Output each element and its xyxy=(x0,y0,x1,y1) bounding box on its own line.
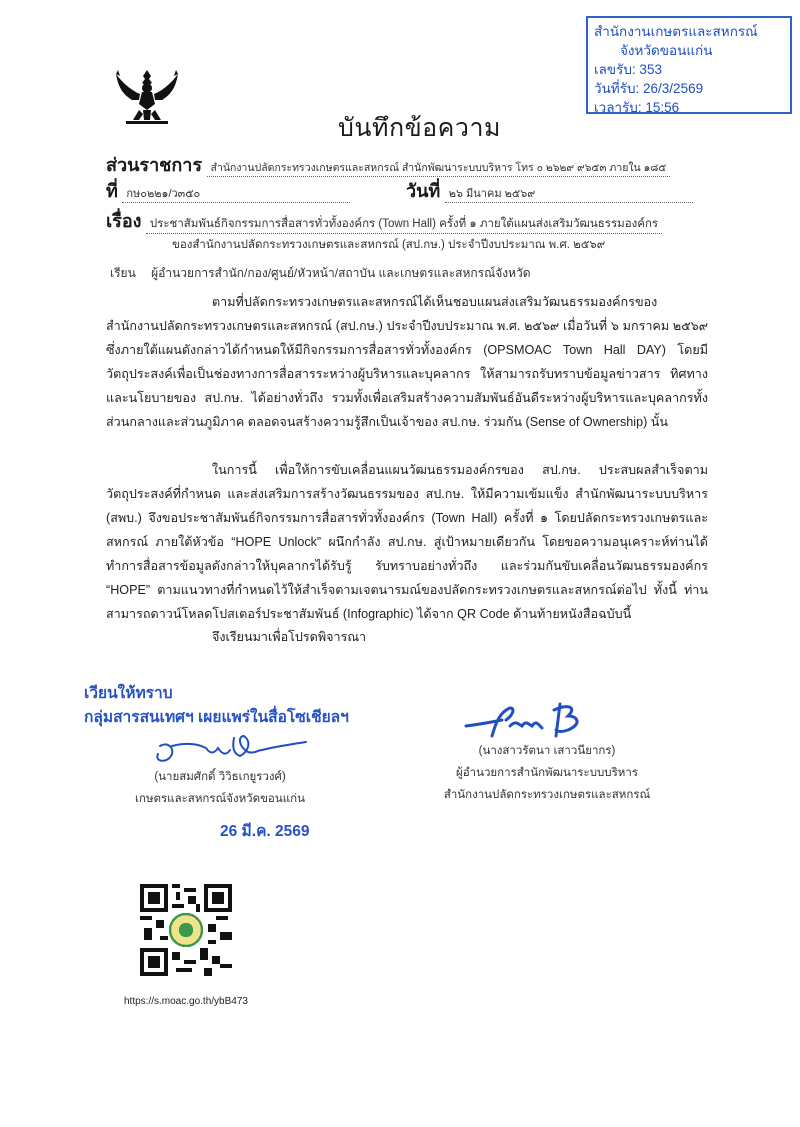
provincial-signature-icon xyxy=(148,732,308,768)
date-value: ๒๖ มีนาคม ๒๕๖๙ xyxy=(445,184,693,203)
qr-code-icon[interactable] xyxy=(140,884,232,976)
document-title: บันทึกข้อความ xyxy=(338,114,501,142)
routing-note-line1: เวียนให้ทราบ xyxy=(84,685,173,702)
provincial-signer-name: (นายสมศักดิ์ วิวิธเกยูรวงศ์) xyxy=(154,771,286,783)
annotation-date: 26 มี.ค. 2569 xyxy=(220,823,310,840)
routing-note-line2: กลุ่มสารสนเทศฯ เผยแพร่ในสื่อโซเชียลฯ xyxy=(84,709,349,726)
stamp-receipt-time: เวลารับ: 15:56 xyxy=(594,100,680,115)
stamp-org-line1: สำนักงานเกษตรและสหกรณ์ xyxy=(594,24,758,39)
date-label: วันที่ xyxy=(406,181,441,201)
stamp-receipt-date: วันที่รับ: 26/3/2569 xyxy=(594,81,704,96)
ref-row xyxy=(106,176,406,205)
receipt-stamp xyxy=(586,16,792,114)
stamp-org-line2: จังหวัดขอนแก่น xyxy=(620,43,713,58)
agency-value: สำนักงานปลัดกระทรวงเกษตรและสหกรณ์ สำนักพัฒนาระบบบริหาร โทร ๐ ๒๖๒๙ ๙๖๕๓ ภายใน ๑๘๕ xyxy=(207,159,671,177)
subject-line1: ประชาสัมพันธ์กิจกรรมการสื่อสารทั่วทั้งองค์กร (Town Hall) ครั้งที่ ๑ ภายใต้แผนส่งเสริมวัฒนธรรมองค์กร xyxy=(146,215,662,234)
subject-line2: ของสำนักงานปลัดกระทรวงเกษตรและสหกรณ์ (สป.กษ.) ประจำปีงบประมาณ พ.ศ. ๒๕๖๙ xyxy=(172,239,606,251)
to-value: ผู้อำนวยการสำนัก/กอง/ศูนย์/หัวหน้า/สถาบัน และเกษตรและสหกรณ์จังหวัด xyxy=(151,266,531,280)
director-name: (นางสาวรัตนา เสาวนียากร) xyxy=(478,745,616,757)
provincial-signer-block xyxy=(100,766,340,810)
subject-label: เรื่อง xyxy=(106,211,142,231)
agency-row xyxy=(106,150,716,179)
date-row xyxy=(406,176,716,205)
director-signature-icon xyxy=(462,702,592,742)
closing-line: จึงเรียนมาเพื่อโปรดพิจารณา xyxy=(212,630,367,644)
ref-value: กษ๐๒๒๑/ว๓๕๐ xyxy=(122,184,350,203)
subject-row xyxy=(106,206,726,235)
director-position-line2: สำนักงานปลัดกระทรวงเกษตรและสหกรณ์ xyxy=(443,789,651,801)
stamp-receipt-no: เลขรับ: 353 xyxy=(594,62,662,77)
garuda-emblem-icon xyxy=(112,66,182,128)
to-label: เรียน xyxy=(110,266,136,280)
body-paragraph-1: ตามที่ปลัดกระทรวงเกษตรและสหกรณ์ได้เห็นชอบแผนส่งเสริมวัฒนธรรมองค์กรของสำนักงานปลัดกระทรวงเกษตรและสหกรณ์ (สป.กษ.) ประจำปีงบประมาณ พ.ศ. ๒๕๖๙ เมื่อวันที่ ๖ มกราคม ๒๕๖๙ ซึ่งภายใต้แผนดังกล่าวได้กำหนดให้มีกิจกรรมการสื่อสารทั่วทั้งองค์กร (OPSMOAC Town Hall DAY) โดยมีวัตถุประสงค์เพื่อเป็นช่องทางการสื่อสารระหว่างผู้บริหารและบุคลากร ให้สามารถรับทราบข้อมูลข่าวสาร ทิศทางและนโยบายของ สป.กษ. ได้อย่างทั่วถึง รวมทั้งเพื่อเสริมสร้างความสัมพันธ์อันดีระหว่างผู้บริหารและบุคลากรทั้งส่วนกลางและส่วนภูมิภาค ตลอดจนสร้างความรู้สึกเป็นเจ้าของ สป.กษ. ร่วมกัน (Sense of Ownership) นั้น xyxy=(106,295,708,429)
to-row xyxy=(110,264,531,283)
routing-note xyxy=(84,682,349,730)
director-position-line1: ผู้อำนวยการสำนักพัฒนาระบบบริหาร xyxy=(456,767,638,779)
agency-label: ส่วนราชการ xyxy=(106,155,203,175)
body-paragraph-2: ในการนี้ เพื่อให้การขับเคลื่อนแผนวัฒนธรรมองค์กรของ สป.กษ. ประสบผลสำเร็จตามวัตถุประสงค์ที่กำหนด และส่งเสริมการสร้างวัฒนธรรมของ สป.กษ. ให้มีความเข้มแข็ง สำนักพัฒนาระบบบริหาร (สพบ.) จึงขอประชาสัมพันธ์กิจกรรมการสื่อสารทั่วทั้งองค์กร (Town Hall) ครั้งที่ ๑ โดยปลัดกระทรวงเกษตรและสหกรณ์ ภายใต้หัวข้อ “HOPE Unlock” ผนึกกำลัง สป.กษ. สู่เป้าหมายเดียวกัน โดยขอความอนุเคราะห์ท่านได้ทำการสื่อสารข้อมูลดังกล่าวให้บุคลากรได้รับรู้ รับทราบอย่างทั่วถึง และร่วมกันขับเคลื่อนวัฒนธรรมองค์กร “HOPE” ตามแนวทางที่กำหนดไว้ให้สำเร็จตามเจตนารมณ์ของปลัดกระทรวงเกษตรและสหกรณ์ต่อไป ทั้งนี้ ท่านสามารถดาวน์โหลดโปสเตอร์ประชาสัมพันธ์ (Infographic) ได้จาก QR Code ด้านท้ายหนังสือฉบับนี้ xyxy=(106,463,708,621)
ref-label: ที่ xyxy=(106,181,118,201)
director-signer-block xyxy=(412,740,682,806)
qr-url[interactable]: https://s.moac.go.th/ybB473 xyxy=(124,996,248,1007)
provincial-signer-position: เกษตรและสหกรณ์จังหวัดขอนแก่น xyxy=(135,793,305,805)
